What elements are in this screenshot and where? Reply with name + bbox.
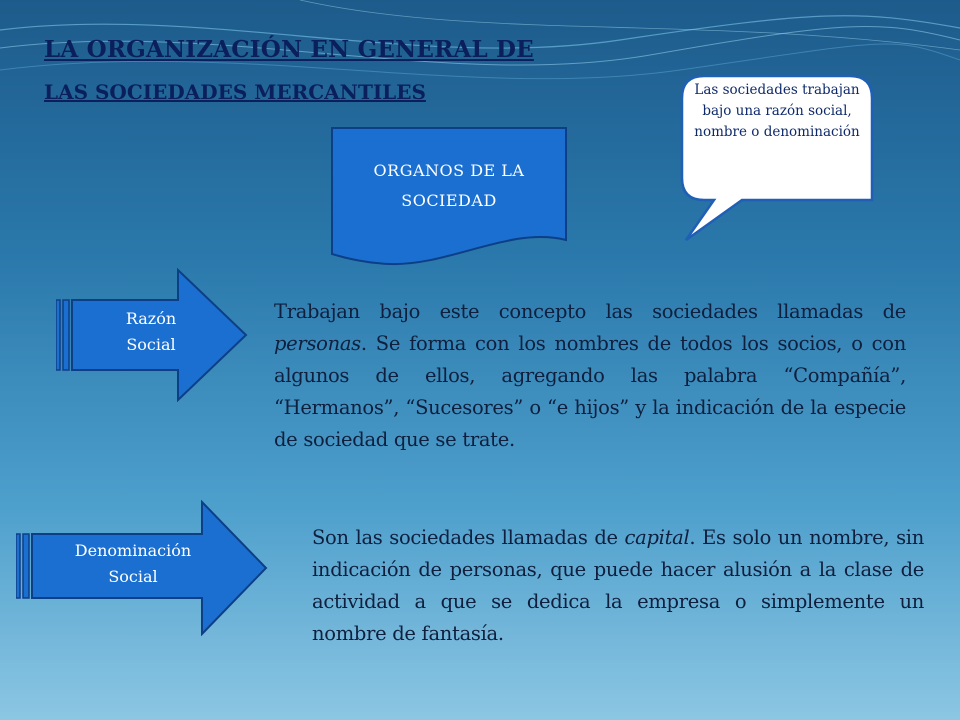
- razon-desc-emphasis: personas: [274, 332, 361, 355]
- denominacion-label-line1: Denominación: [74, 541, 192, 560]
- razon-label-line2: Social: [126, 335, 176, 354]
- speech-callout: [678, 74, 876, 244]
- denominacion-social-description: [312, 522, 924, 650]
- organos-box: [330, 126, 568, 272]
- razon-desc-part2: . Se forma con los nombres de todos los socios, o con algunos de ellos, agregando las palabra “Compañía”, “Hermanos”, “Sucesores” o “e hijos” y la indicación de la especie de sociedad que se trate.: [274, 332, 906, 451]
- razon-label-line1: Razón: [125, 309, 177, 328]
- razon-social-description: [274, 296, 906, 456]
- denominacion-desc-part2: . Es solo un nombre, sin indicación de personas, que puede hacer alusión a la clase de actividad a que se dedica la empresa o simplemente un nombre de fantasía.: [312, 526, 924, 645]
- slide-title-line1: LA ORGANIZACIÓN EN GENERAL DE: [44, 36, 534, 63]
- razon-social-arrow: [56, 268, 248, 402]
- organos-line2: SOCIEDAD: [401, 191, 497, 210]
- denominacion-label-line2: Social: [108, 567, 158, 586]
- organos-line1: ORGANOS DE LA: [373, 161, 525, 180]
- callout-text: Las sociedades trabajan bajo una razón social, nombre o denominación: [694, 82, 860, 140]
- razon-desc-part1: Trabajan bajo este concepto las sociedades llamadas de: [274, 300, 906, 323]
- denominacion-social-arrow: [16, 500, 268, 636]
- slide-title-line2: LAS SOCIEDADES MERCANTILES: [44, 80, 426, 104]
- denominacion-desc-part1: Son las sociedades llamadas de: [312, 526, 625, 549]
- denominacion-desc-emphasis: capital: [624, 526, 690, 549]
